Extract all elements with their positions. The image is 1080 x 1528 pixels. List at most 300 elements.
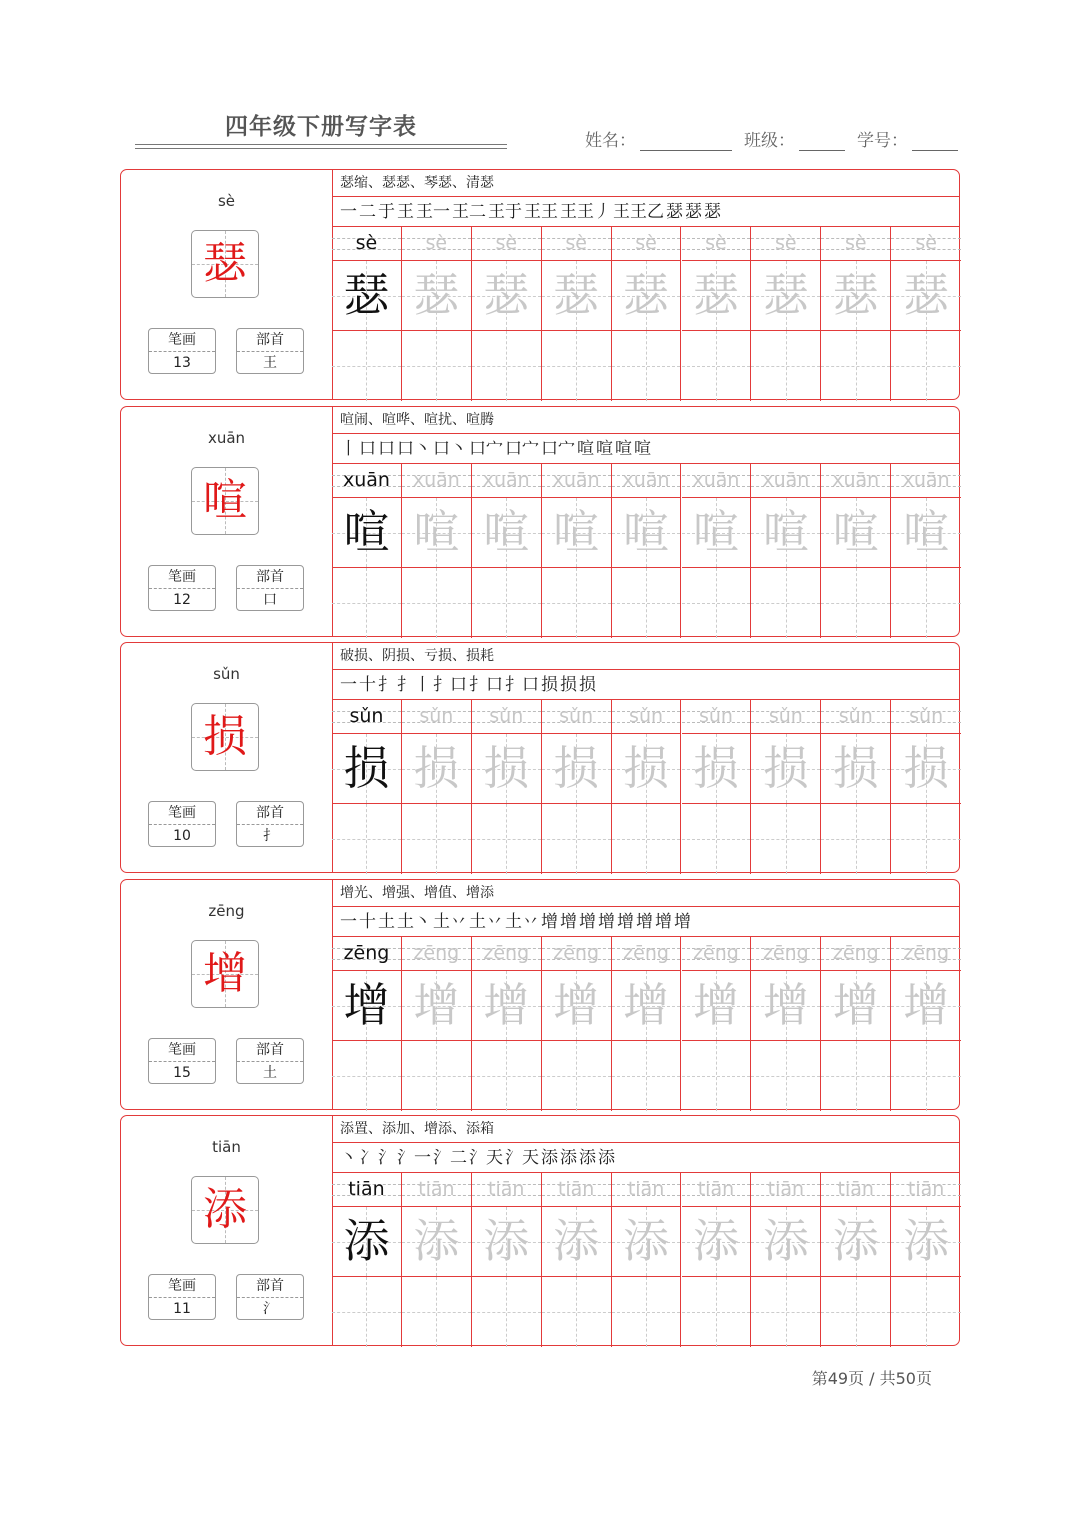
pinyin-cell[interactable]: [402, 937, 472, 971]
stroke-step: 损: [541, 675, 558, 695]
char-write-cell[interactable]: [402, 1041, 472, 1111]
char-trace-cell[interactable]: [682, 261, 752, 331]
pinyin-trace: sè: [565, 232, 587, 254]
char-trace: 瑟: [343, 268, 390, 322]
char-write-cell[interactable]: [682, 1041, 752, 1111]
char-trace: 损: [413, 741, 460, 795]
stroke-count-value: 11: [173, 1301, 191, 1317]
char-trace: 喧: [483, 505, 530, 559]
char-trace: 瑟: [553, 268, 600, 322]
pinyin-cell[interactable]: [332, 464, 402, 498]
char-write-cell[interactable]: [751, 568, 821, 638]
stroke-step: 氵二: [433, 1148, 467, 1168]
char-write-cell[interactable]: [402, 568, 472, 638]
char-trace-cell[interactable]: [751, 734, 821, 804]
stroke-step: 王: [397, 202, 414, 222]
char-trace: 增: [762, 978, 809, 1032]
char-write-cell[interactable]: [821, 331, 891, 401]
char-card: [120, 1115, 960, 1346]
char-display: 增: [203, 948, 247, 999]
char-trace-cell[interactable]: [542, 1207, 612, 1277]
char-display-box: [191, 467, 259, 535]
pinyin-trace: sǔn: [909, 705, 944, 727]
stroke-step: 喧: [596, 439, 613, 459]
pinyin-cell[interactable]: [682, 700, 752, 734]
stroke-count-box: [148, 801, 216, 847]
pinyin-cell[interactable]: [891, 700, 961, 734]
pinyin-cell[interactable]: [751, 1173, 821, 1207]
char-trace-cell[interactable]: [612, 1207, 682, 1277]
stroke-step: 添: [579, 1148, 596, 1168]
char-trace: 瑟: [832, 268, 879, 322]
radical-value: 口: [263, 592, 277, 608]
char-trace: 喧: [903, 505, 950, 559]
pinyin-trace: sè: [915, 232, 937, 254]
char-write-cell[interactable]: [682, 331, 752, 401]
radical-box: [236, 565, 304, 611]
pinyin-trace: tiān: [557, 1178, 595, 1200]
char-write-cell[interactable]: [612, 568, 682, 638]
example-words: 添置、添加、增添、添箱: [332, 1116, 959, 1143]
char-trace: 瑟: [692, 268, 739, 322]
char-trace: 喧: [623, 505, 670, 559]
char-info-panel: [121, 407, 333, 636]
char-trace-cell[interactable]: [332, 971, 402, 1041]
stroke-step: 氵: [378, 1148, 395, 1168]
char-write-cell[interactable]: [542, 804, 612, 874]
char-trace-cell[interactable]: [821, 1207, 891, 1277]
char-write-cell[interactable]: [402, 1277, 472, 1347]
char-write-cell[interactable]: [682, 568, 752, 638]
pinyin-cell[interactable]: [542, 937, 612, 971]
char-trace-cell[interactable]: [402, 734, 472, 804]
char-trace: 喧: [762, 505, 809, 559]
stroke-step: 丶: [340, 1148, 357, 1168]
char-write-cell[interactable]: [332, 568, 402, 638]
stroke-step: 增: [674, 912, 691, 932]
char-write-cell[interactable]: [472, 1277, 542, 1347]
pinyin-trace: sǔn: [349, 705, 384, 727]
char-trace-cell[interactable]: [751, 1207, 821, 1277]
radical-label: 部首: [237, 1039, 303, 1062]
pinyin-trace: sè: [355, 232, 378, 254]
practice-grid: [332, 1173, 959, 1345]
char-trace: 喧: [413, 505, 460, 559]
char-write-cell[interactable]: [472, 804, 542, 874]
stroke-order: [332, 197, 959, 227]
stroke-step: 损: [579, 675, 596, 695]
char-write-cell[interactable]: [821, 804, 891, 874]
stroke-step: 土丶: [397, 912, 431, 932]
class-label: 班级：: [744, 131, 795, 151]
pinyin-cell[interactable]: [682, 937, 752, 971]
pinyin-cell[interactable]: [682, 227, 752, 261]
pinyin-trace: sǔn: [419, 705, 454, 727]
char-trace: 损: [903, 741, 950, 795]
pinyin-cell[interactable]: [542, 700, 612, 734]
pinyin-cell[interactable]: [612, 700, 682, 734]
stroke-order: [332, 1143, 959, 1173]
pinyin-cell[interactable]: [891, 227, 961, 261]
stroke-step: 一: [340, 912, 357, 932]
pinyin-trace: zēng: [343, 942, 390, 964]
char-trace-cell[interactable]: [542, 971, 612, 1041]
pinyin-cell[interactable]: [821, 937, 891, 971]
pinyin-trace: zēng: [762, 942, 809, 964]
char-write-cell[interactable]: [402, 331, 472, 401]
stroke-step: 扌口: [433, 675, 467, 695]
char-write-cell[interactable]: [472, 331, 542, 401]
example-words: 增光、增强、增值、增添: [332, 880, 959, 907]
char-write-cell[interactable]: [542, 1041, 612, 1111]
char-trace-cell[interactable]: [682, 734, 752, 804]
char-write-cell[interactable]: [612, 804, 682, 874]
stroke-step: 增: [655, 912, 672, 932]
pinyin-trace: zēng: [553, 942, 600, 964]
pinyin-trace: tiān: [418, 1178, 455, 1200]
stroke-step: 氵天: [469, 1148, 503, 1168]
pinyin-cell[interactable]: [891, 937, 961, 971]
stroke-step: 瑟: [685, 202, 702, 222]
stroke-step: 口宀: [541, 439, 575, 459]
stroke-step: 口丶: [433, 439, 467, 459]
char-trace-cell[interactable]: [612, 734, 682, 804]
pinyin-cell[interactable]: [472, 464, 542, 498]
char-display: 损: [203, 711, 247, 762]
char-trace-cell[interactable]: [332, 734, 402, 804]
pinyin-cell[interactable]: [542, 227, 612, 261]
pinyin-trace: tiān: [837, 1178, 874, 1200]
char-trace: 损: [553, 741, 600, 795]
pinyin-trace: tiān: [488, 1178, 525, 1200]
char-trace: 增: [692, 978, 739, 1032]
radical-box: [236, 1274, 304, 1320]
char-trace-cell[interactable]: [891, 1207, 961, 1277]
radical-label: 部首: [237, 802, 303, 825]
char-write-cell[interactable]: [612, 331, 682, 401]
stroke-count-box: [148, 565, 216, 611]
stroke-count-label: 笔画: [149, 329, 215, 352]
stroke-step: 喧: [634, 439, 651, 459]
char-write-cell[interactable]: [891, 568, 961, 638]
char-write-cell[interactable]: [332, 331, 402, 401]
radical-box: [236, 1038, 304, 1084]
char-trace-cell[interactable]: [402, 1207, 472, 1277]
radical-label: 部首: [237, 566, 303, 589]
char-trace-cell[interactable]: [332, 498, 402, 568]
stroke-step: 十: [359, 675, 376, 695]
char-write-cell[interactable]: [682, 804, 752, 874]
char-trace-cell[interactable]: [821, 734, 891, 804]
char-write-cell[interactable]: [821, 568, 891, 638]
stroke-step: 添: [598, 1148, 615, 1168]
char-trace: 增: [553, 978, 600, 1032]
pinyin-trace: sǔn: [768, 705, 803, 727]
practice-grid: [332, 227, 959, 399]
stroke-step: 增: [579, 912, 596, 932]
char-trace-cell[interactable]: [612, 498, 682, 568]
pinyin-cell[interactable]: [891, 464, 961, 498]
radical-value: 土: [263, 1065, 277, 1081]
stroke-step: 十: [359, 912, 376, 932]
stroke-step: 口: [359, 439, 376, 459]
char-trace-cell[interactable]: [891, 498, 961, 568]
char-trace-cell[interactable]: [612, 971, 682, 1041]
char-trace-cell[interactable]: [821, 261, 891, 331]
practice-grid: [332, 464, 959, 636]
class-field[interactable]: [744, 126, 845, 151]
char-trace-cell[interactable]: [751, 261, 821, 331]
example-words: 喧闹、喧哗、喧扰、喧腾: [332, 407, 959, 434]
stroke-step: 于: [378, 202, 395, 222]
student-id-field[interactable]: [857, 126, 958, 151]
name-field[interactable]: [585, 126, 732, 151]
char-trace: 增: [343, 978, 390, 1032]
char-display-box: [191, 230, 259, 298]
student-id-label: 学号：: [857, 131, 908, 151]
char-trace: 添: [832, 1214, 879, 1268]
char-trace-cell[interactable]: [682, 498, 752, 568]
radical-label: 部首: [237, 329, 303, 352]
char-trace-cell[interactable]: [542, 498, 612, 568]
char-trace-cell[interactable]: [402, 971, 472, 1041]
pinyin-cell[interactable]: [472, 1173, 542, 1207]
stroke-step: 增: [541, 912, 558, 932]
char-write-cell[interactable]: [751, 1277, 821, 1347]
stroke-step: 土丷: [505, 912, 539, 932]
stroke-step: 扌丨: [397, 675, 431, 695]
char-trace-cell[interactable]: [891, 971, 961, 1041]
pinyin-cell[interactable]: [472, 700, 542, 734]
stroke-step: 王王乙: [613, 202, 664, 222]
char-trace: 添: [553, 1214, 600, 1268]
pinyin-cell[interactable]: [821, 1173, 891, 1207]
char-trace-cell[interactable]: [472, 498, 542, 568]
pinyin-cell[interactable]: [332, 1173, 402, 1207]
pinyin-cell[interactable]: [751, 700, 821, 734]
pinyin-cell[interactable]: [751, 464, 821, 498]
char-write-cell[interactable]: [682, 1277, 752, 1347]
stroke-count-label: 笔画: [149, 566, 215, 589]
stroke-order: [332, 670, 959, 700]
pinyin-cell[interactable]: [542, 464, 612, 498]
char-write-cell[interactable]: [612, 1277, 682, 1347]
char-trace: 损: [832, 741, 879, 795]
char-trace: 添: [483, 1214, 530, 1268]
pinyin-cell[interactable]: [472, 227, 542, 261]
pinyin-cell[interactable]: [472, 937, 542, 971]
char-write-cell[interactable]: [542, 1277, 612, 1347]
char-write-cell[interactable]: [751, 331, 821, 401]
pinyin-cell[interactable]: [402, 1173, 472, 1207]
title-underline: [135, 144, 507, 145]
practice-grid: [332, 700, 959, 872]
char-trace: 添: [692, 1214, 739, 1268]
pinyin-cell[interactable]: [402, 464, 472, 498]
pinyin-cell[interactable]: [332, 700, 402, 734]
stroke-step: 添: [541, 1148, 558, 1168]
pinyin-trace: sè: [705, 232, 727, 254]
pinyin-cell[interactable]: [402, 700, 472, 734]
pinyin-trace: zēng: [693, 942, 739, 964]
stroke-step: 氵一: [397, 1148, 431, 1168]
pinyin-cell[interactable]: [612, 227, 682, 261]
char-trace: 喧: [343, 505, 390, 559]
stroke-order: [332, 434, 959, 464]
stroke-step: 喧: [615, 439, 632, 459]
char-write-cell[interactable]: [332, 804, 402, 874]
stroke-step: 口: [378, 439, 395, 459]
char-write-cell[interactable]: [891, 804, 961, 874]
char-write-cell[interactable]: [332, 1277, 402, 1347]
stroke-step: 喧: [577, 439, 594, 459]
stroke-count-value: 13: [173, 355, 191, 371]
char-write-cell[interactable]: [402, 804, 472, 874]
pinyin-trace: sè: [425, 232, 448, 254]
pinyin-cell[interactable]: [751, 937, 821, 971]
pinyin-cell[interactable]: [612, 1173, 682, 1207]
char-write-cell[interactable]: [751, 1041, 821, 1111]
stroke-step: 一: [340, 675, 357, 695]
stroke-step: 增: [636, 912, 653, 932]
stroke-count-label: 笔画: [149, 1039, 215, 1062]
char-write-cell[interactable]: [891, 1041, 961, 1111]
char-trace-cell[interactable]: [542, 734, 612, 804]
radical-box: [236, 801, 304, 847]
pinyin-trace: zēng: [623, 942, 669, 964]
pinyin-trace: tiān: [767, 1178, 805, 1200]
char-trace-cell[interactable]: [542, 261, 612, 331]
char-trace-cell[interactable]: [402, 498, 472, 568]
char-trace: 喧: [692, 505, 739, 559]
stroke-step: 土: [378, 912, 395, 932]
pinyin-trace: xuān: [692, 469, 740, 491]
pinyin-cell[interactable]: [612, 464, 682, 498]
pinyin-trace: sǔn: [698, 705, 733, 727]
char-write-cell[interactable]: [472, 568, 542, 638]
char-pinyin: sǔn: [213, 665, 240, 683]
pinyin-cell[interactable]: [821, 700, 891, 734]
pinyin-trace: zēng: [483, 942, 530, 964]
char-info-panel: [121, 643, 333, 872]
char-write-cell[interactable]: [542, 568, 612, 638]
pinyin-cell[interactable]: [682, 464, 752, 498]
pinyin-trace: tiān: [348, 1178, 385, 1200]
stroke-step: 损: [560, 675, 577, 695]
stroke-step: 增: [598, 912, 615, 932]
pinyin-trace: zēng: [413, 942, 460, 964]
char-trace: 损: [343, 741, 390, 795]
char-trace-cell[interactable]: [891, 734, 961, 804]
char-trace: 损: [692, 741, 739, 795]
pinyin-cell[interactable]: [821, 227, 891, 261]
stroke-step: 增: [617, 912, 634, 932]
stroke-step: 王于: [488, 202, 522, 222]
stroke-step: 氵天: [505, 1148, 539, 1168]
stroke-count-value: 15: [173, 1065, 191, 1081]
pinyin-cell[interactable]: [332, 227, 402, 261]
stroke-step: 二: [359, 202, 376, 222]
pinyin-cell[interactable]: [821, 464, 891, 498]
char-trace: 损: [483, 741, 530, 795]
char-trace-cell[interactable]: [682, 971, 752, 1041]
stroke-step: 扌: [378, 675, 395, 695]
char-trace-cell[interactable]: [332, 261, 402, 331]
char-pinyin: sè: [217, 192, 236, 210]
pinyin-cell[interactable]: [682, 1173, 752, 1207]
radical-box: [236, 328, 304, 374]
pinyin-trace: xuān: [482, 469, 530, 491]
pinyin-cell[interactable]: [751, 227, 821, 261]
char-write-cell[interactable]: [891, 331, 961, 401]
stroke-count-box: [148, 328, 216, 374]
char-trace-cell[interactable]: [751, 498, 821, 568]
pinyin-cell[interactable]: [612, 937, 682, 971]
char-write-cell[interactable]: [891, 1277, 961, 1347]
char-write-cell[interactable]: [332, 1041, 402, 1111]
char-pinyin: tiān: [212, 1138, 241, 1156]
char-trace: 瑟: [762, 268, 809, 322]
char-trace: 瑟: [903, 268, 950, 322]
stroke-step: 土丷: [469, 912, 503, 932]
char-trace: 添: [413, 1214, 460, 1268]
char-trace-cell[interactable]: [472, 971, 542, 1041]
stroke-step: 冫: [359, 1148, 376, 1168]
char-trace-cell[interactable]: [891, 261, 961, 331]
char-trace-cell[interactable]: [751, 971, 821, 1041]
stroke-step: 增: [560, 912, 577, 932]
char-write-cell[interactable]: [821, 1277, 891, 1347]
stroke-count-value: 10: [173, 828, 191, 844]
char-write-cell[interactable]: [542, 331, 612, 401]
char-display: 瑟: [203, 238, 247, 289]
example-words: 瑟缩、瑟瑟、琴瑟、清瑟: [332, 170, 959, 197]
char-write-cell[interactable]: [472, 1041, 542, 1111]
pinyin-trace: xuān: [552, 469, 600, 491]
pinyin-trace: sè: [844, 232, 867, 254]
stroke-step: 王王丿: [560, 202, 611, 222]
pinyin-trace: sǔn: [629, 705, 664, 727]
char-trace-cell[interactable]: [402, 261, 472, 331]
stroke-count-label: 笔画: [149, 802, 215, 825]
pinyin-cell[interactable]: [542, 1173, 612, 1207]
char-trace-cell[interactable]: [472, 1207, 542, 1277]
pinyin-cell[interactable]: [332, 937, 402, 971]
char-trace-cell[interactable]: [472, 261, 542, 331]
pinyin-cell[interactable]: [402, 227, 472, 261]
char-trace-cell[interactable]: [821, 498, 891, 568]
char-display: 喧: [203, 475, 247, 526]
char-write-cell[interactable]: [821, 1041, 891, 1111]
pinyin-cell[interactable]: [891, 1173, 961, 1207]
char-trace-cell[interactable]: [472, 734, 542, 804]
practice-grid: [332, 937, 959, 1109]
stroke-count-value: 12: [173, 592, 191, 608]
char-trace: 增: [832, 978, 879, 1032]
char-trace-cell[interactable]: [682, 1207, 752, 1277]
char-write-cell[interactable]: [751, 804, 821, 874]
char-trace-cell[interactable]: [821, 971, 891, 1041]
stroke-step: 王一: [416, 202, 450, 222]
title-underline-2: [135, 148, 507, 149]
example-words: 破损、阴损、亏损、损耗: [332, 643, 959, 670]
char-trace-cell[interactable]: [612, 261, 682, 331]
char-trace-cell[interactable]: [332, 1207, 402, 1277]
stroke-step: 扌口: [469, 675, 503, 695]
char-pinyin: xuān: [207, 429, 246, 447]
pinyin-trace: sè: [495, 232, 518, 254]
char-write-cell[interactable]: [612, 1041, 682, 1111]
